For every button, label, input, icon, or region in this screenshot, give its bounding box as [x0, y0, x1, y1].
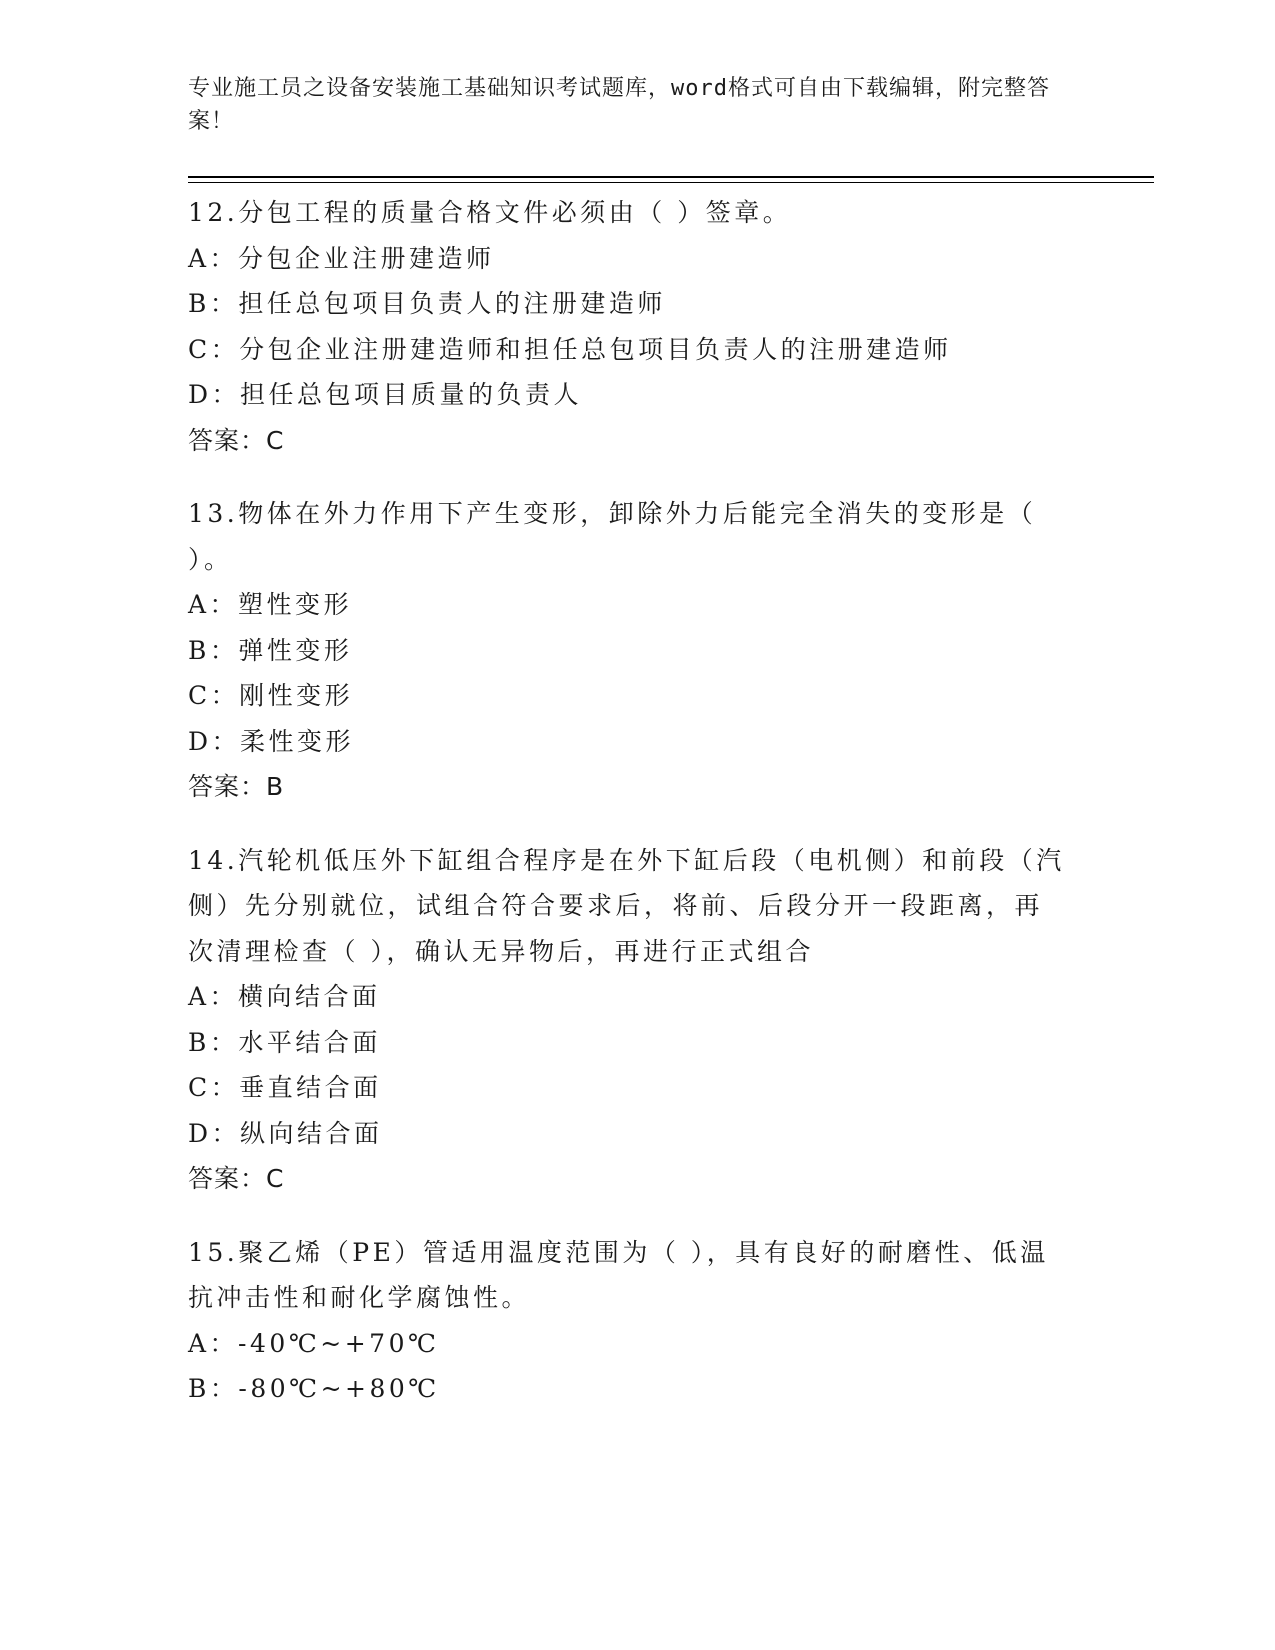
option-c: C：分包企业注册建造师和担任总包项目负责人的注册建造师 [188, 334, 952, 364]
option-a: A：塑性变形 [188, 590, 353, 619]
option-b: B：水平结合面 [188, 1027, 381, 1057]
document-header: 专业施工员之设备安装施工基础知识考试题库，word格式可自由下载编辑，附完整答案！ [188, 76, 1050, 134]
option-b: B：-80℃~+80℃ [188, 1374, 440, 1403]
answer: 答案：B [188, 772, 285, 801]
question-stem: 13.物体在外力作用下产生变形，卸除外力后能完全消失的变形是（ ）。 [188, 499, 1037, 574]
option-d: D：柔性变形 [188, 726, 355, 756]
question-15 [188, 1230, 1088, 1412]
question-14 [188, 838, 1088, 1202]
question-stem: 15.聚乙烯（PE）管适用温度范围为（ ），具有良好的耐磨性、低温抗冲击性和耐化学腐蚀性。 [188, 1237, 1049, 1312]
option-a: A：-40℃~+70℃ [188, 1328, 440, 1358]
question-stem: 12.分包工程的质量合格文件必须由（ ）签章。 [188, 198, 792, 227]
option-c: C：刚性变形 [188, 681, 354, 710]
header-divider-thick [188, 176, 1154, 178]
option-c: C：垂直结合面 [188, 1073, 382, 1102]
option-a: A：横向结合面 [188, 982, 381, 1011]
question-13 [188, 491, 1088, 810]
question-list [188, 190, 1088, 1440]
question-12 [188, 190, 1088, 463]
option-b: B：担任总包项目负责人的注册建造师 [188, 289, 666, 318]
answer: 答案：C [188, 1164, 285, 1193]
option-b: B：弹性变形 [188, 635, 353, 665]
option-d: D：担任总包项目质量的负责人 [188, 380, 583, 409]
option-d: D：纵向结合面 [188, 1118, 383, 1148]
option-a: A：分包企业注册建造师 [188, 243, 495, 273]
header-divider-thin [188, 182, 1154, 183]
question-stem: 14.汽轮机低压外下缸组合程序是在外下缸后段（电机侧）和前段（汽侧）先分别就位，试组合符合要求后，将前、后段分开一段距离，再次清理检查（ ），确认无异物后，再进行正式组合 [188, 845, 1065, 966]
answer: 答案：C [188, 425, 285, 455]
